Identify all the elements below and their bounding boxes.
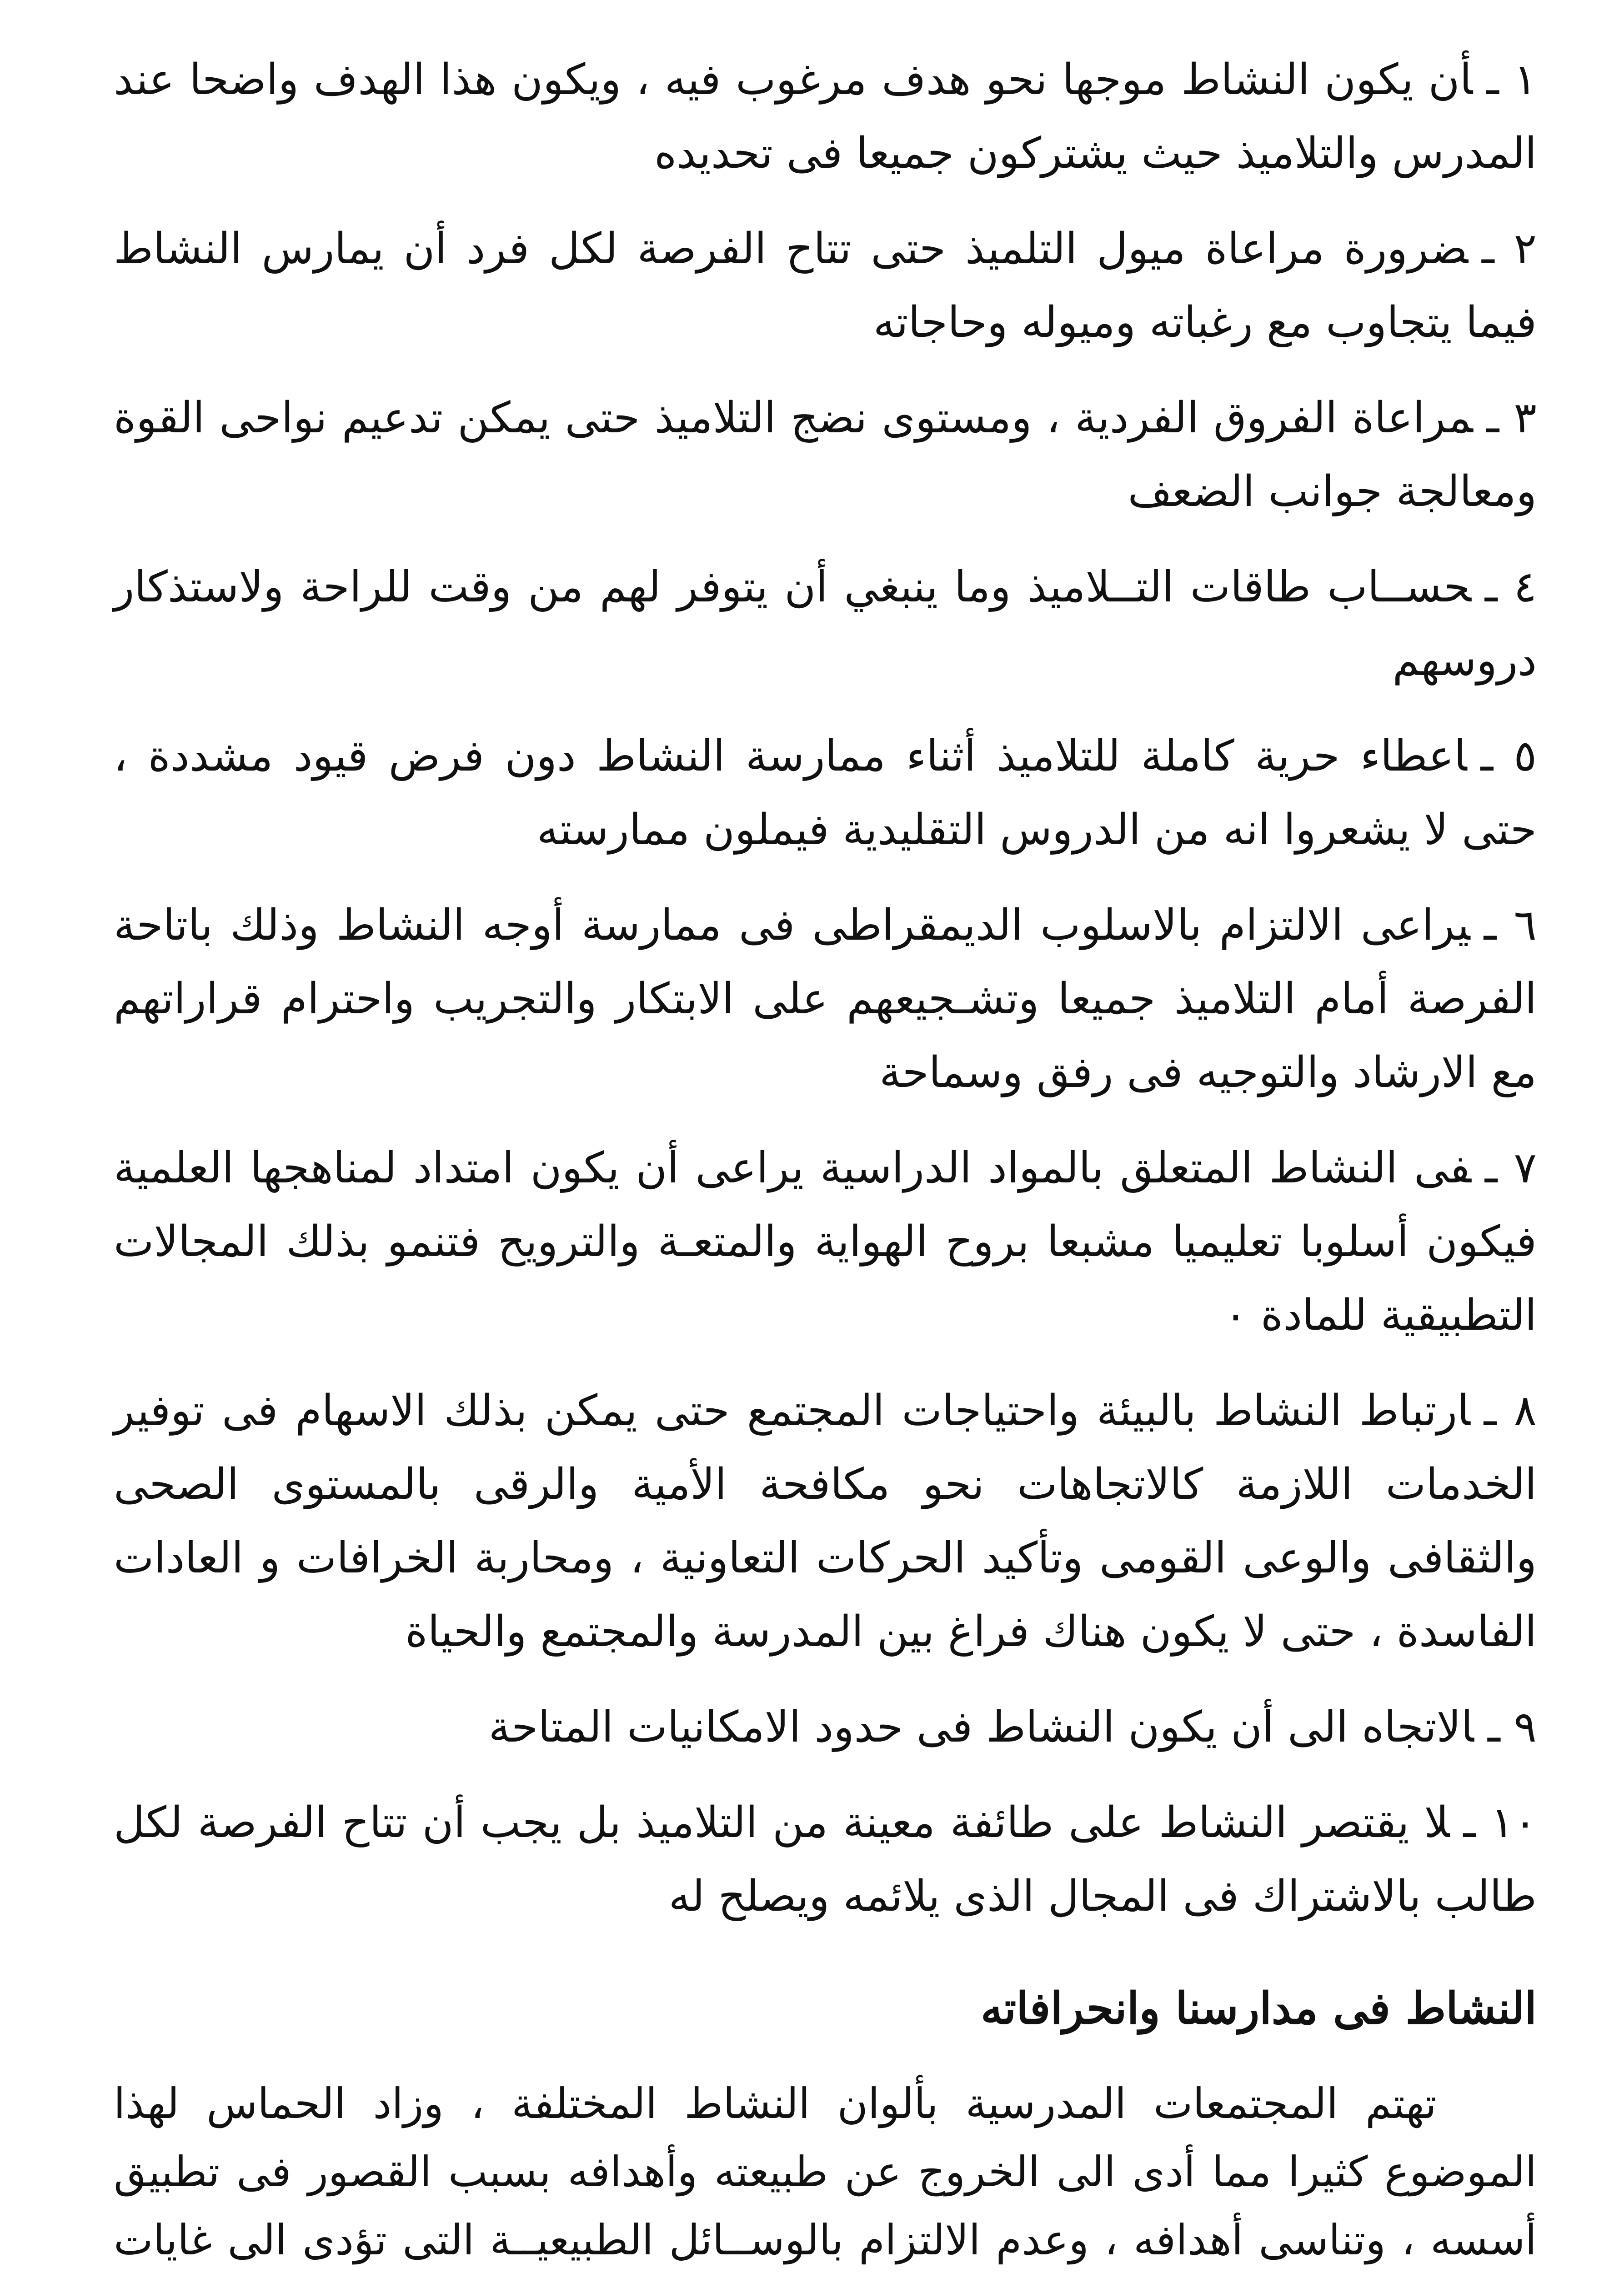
intro-paragraph: تهتم المجتمعات المدرسية بألوان النشاط المختلفة ، وزاد الحماس لهذا الموضوع كثيرا مما أدى الى الخروج عن طبيعته وأهدافه بسبب القصور فى تطبيق أسسه ، وتناسى أهدافه ، وعدم الالتزام بالوســائل الطبيعيــة التى تؤدى الى غايات (114, 2079, 1537, 2264)
list-item (114, 1691, 1537, 1764)
item-number: ٤ ـ (1484, 562, 1537, 612)
item-text: لا يقتصر النشاط على طائفة معينة من التلاميذ بل يجب أن تتاح الفرصة لكل طالب بالاشتراك فى المجال الذى يلائمه ويصلح له (114, 1798, 1537, 1921)
list-item (114, 1786, 1537, 1933)
item-number: ٣ ـ (1486, 393, 1537, 443)
item-number: ٩ ـ (1488, 1702, 1537, 1752)
list-item (114, 889, 1537, 1110)
item-text: أن يكون النشاط موجها نحو هدف مرغوب فيه ، ويكون هذا الهدف واضحا عند المدرس والتلاميذ حيث يشتركون جميعا فى تحديده (114, 55, 1537, 178)
item-text: فى النشاط المتعلق بالمواد الدراسية يراعى أن يكون امتداد لمناهجها العلمية فيكون أسلوبا تعليميا مشبعا بروح الهواية والمتعـة والترويح فتنمو بذلك المجالات التطبيقية للمادة ٠ (114, 1143, 1537, 1340)
item-number: ٢ ـ (1482, 224, 1537, 274)
item-text: مراعاة الفروق الفردية ، ومستوى نضج التلاميذ حتى يمكن تدعيم نواحى القوة ومعالجة جوانب الضعف (114, 393, 1537, 516)
list-item (114, 720, 1537, 867)
item-number: ٦ ـ (1484, 901, 1537, 950)
section-heading: النشاط فى مدارسنا وانحرافاته (981, 1983, 1537, 2034)
item-text: الاتجاه الى أن يكون النشاط فى حدود الامكانيات المتاحة (488, 1702, 1474, 1752)
list-item (114, 212, 1537, 360)
list-item (114, 1131, 1537, 1352)
item-text: ضرورة مراعاة ميول التلميذ حتى تتاح الفرصة لكل فرد أن يمارس النشاط فيما يتجاوب مع رغباته وميوله وحاجاته (114, 224, 1537, 347)
item-text: ارتباط النشاط بالبيئة واحتياجات المجتمع حتى يمكن بذلك الاسهام فى توفير الخدمات اللازمة كالاتجاهات نحو مكافحة الأمية والرقى بالمستوى الصحى والثقافى والوعى القومى وتأكيد الحركات التعاونية ، ومحاربة الخرافات و العادات الفاسدة ، حتى لا يكون هناك فراغ بين المدرسة والمجتمع والحياة (114, 1386, 1537, 1657)
item-number: ٧ ـ (1484, 1143, 1537, 1193)
item-number: ١ ـ (1486, 55, 1537, 105)
item-number: ١٠ ـ (1463, 1798, 1537, 1847)
list-item (114, 381, 1537, 529)
list-item (114, 1374, 1537, 1669)
item-number: ٨ ـ (1484, 1386, 1537, 1436)
text-column (114, 43, 1537, 2273)
item-text: اعطاء حرية كاملة للتلاميذ أثناء ممارسة النشاط دون فرض قيود مشددة ، حتى لا يشعروا انه من الدروس التقليدية فيملون ممارسته (114, 731, 1537, 855)
list-item (114, 551, 1537, 698)
item-text: حســاب طاقات التــلاميذ وما ينبغي أن يتوفر لهم من وقت للراحة ولاستذكار دروسهم (114, 562, 1537, 686)
item-number: ٥ ـ (1480, 731, 1537, 781)
item-text: يراعى الالتزام بالاسلوب الديمقراطى فى ممارسة أوجه النشاط وذلك باتاحة الفرصة أمام التلاميذ جميعا وتشـجيعهم على الابتكار والتجريب واحترام قراراتهم مع الارشاد والتوجيه فى رفق وسماحة (114, 901, 1537, 1097)
list-item (114, 43, 1537, 190)
